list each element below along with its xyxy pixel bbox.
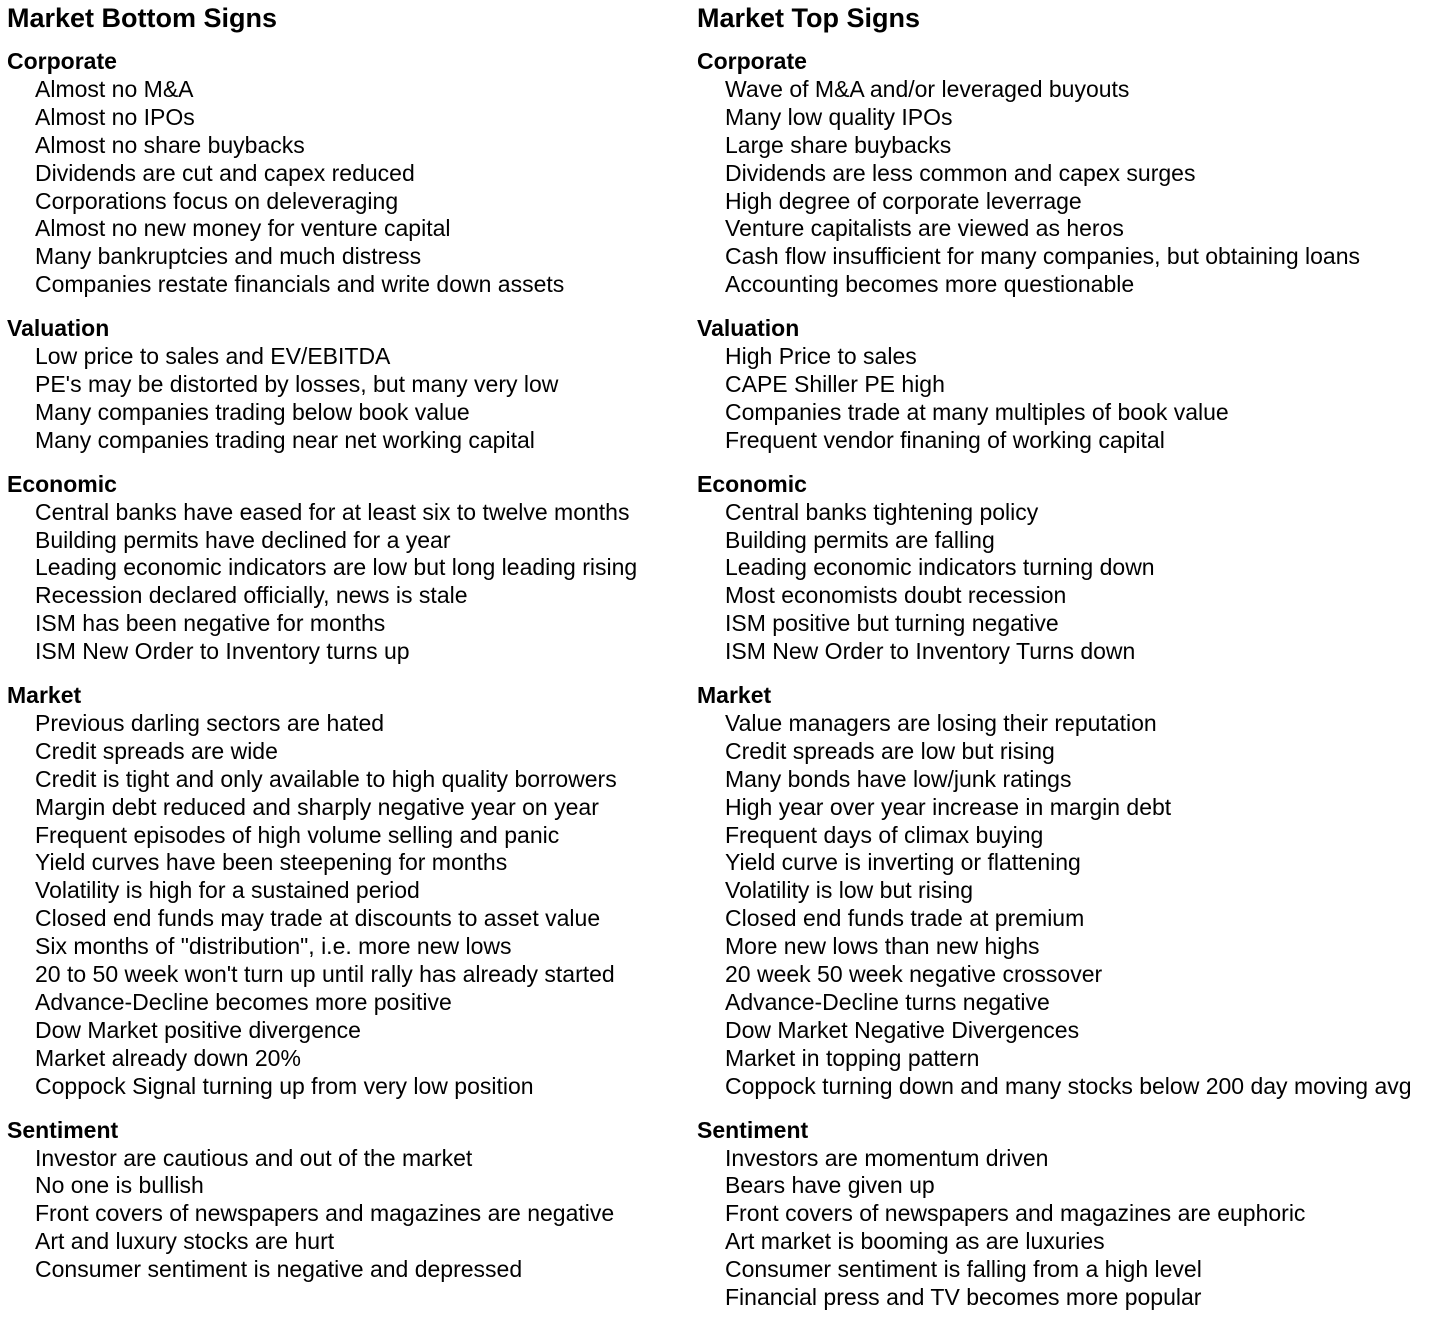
column-title: Market Bottom Signs (7, 3, 278, 33)
list-item: Front covers of newspapers and magazines are negative (35, 1200, 615, 1227)
list-item: Accounting becomes more questionable (725, 271, 1135, 298)
sections-list (697, 47, 1432, 1311)
sections-list (7, 47, 687, 1283)
list-item: Dow Market Negative Divergences (725, 1016, 1080, 1043)
list-item: Dividends are less common and capex surges (725, 159, 1196, 186)
section-market (697, 681, 1432, 1099)
list-item: No one is bullish (35, 1172, 204, 1199)
list-item: Advance-Decline becomes more positive (35, 988, 452, 1015)
list-item: 20 week 50 week negative crossover (725, 961, 1103, 988)
list-item: Investors are momentum driven (725, 1144, 1049, 1171)
list-item: Most economists doubt recession (725, 582, 1067, 609)
list-item: ISM New Order to Inventory Turns down (725, 638, 1136, 665)
list-item: Credit spreads are low but rising (725, 737, 1055, 764)
list-item: Building permits have declined for a year (35, 526, 451, 553)
list-item: Coppock turning down and many stocks below 200 day moving avg (725, 1072, 1412, 1099)
list-item: Value managers are losing their reputation (725, 710, 1157, 737)
list-item: CAPE Shiller PE high (725, 371, 945, 398)
section-title: Corporate (697, 48, 807, 74)
section-title: Market (7, 682, 82, 709)
list-item: Frequent episodes of high volume selling and panic (35, 821, 560, 848)
market-bottom-column (7, 0, 687, 1299)
list-item: ISM New Order to Inventory turns up (35, 638, 410, 665)
list-item: ISM has been negative for months (35, 610, 386, 637)
list-item: 20 to 50 week won't turn up until rally has already started (35, 961, 615, 988)
list-item: Cash flow insufficient for many companies, but obtaining loans (725, 243, 1360, 270)
list-item: Front covers of newspapers and magazines are euphoric (725, 1200, 1306, 1227)
list-item: Many companies trading below book value (35, 398, 470, 425)
section-title: Sentiment (697, 1116, 809, 1143)
list-item: Corporations focus on deleveraging (35, 187, 399, 214)
section-economic (7, 470, 687, 665)
list-item: Coppock Signal turning up from very low position (35, 1072, 534, 1099)
section-title: Sentiment (7, 1116, 119, 1143)
list-item: Dividends are cut and capex reduced (35, 159, 415, 186)
list-item: Many bankruptcies and much distress (35, 243, 422, 270)
list-item: ISM positive but turning negative (725, 610, 1059, 637)
list-item: Closed end funds trade at premium (725, 905, 1085, 932)
list-item: Many companies trading near net working capital (35, 426, 535, 453)
list-item: Advance-Decline turns negative (725, 988, 1050, 1015)
section-title: Economic (7, 470, 117, 497)
section-items (697, 342, 1432, 454)
list-item: High year over year increase in margin debt (725, 793, 1172, 820)
list-item: Dow Market positive divergence (35, 1016, 361, 1043)
list-item: Large share buybacks (725, 131, 952, 158)
list-item: Volatility is high for a sustained period (35, 877, 420, 904)
section-items (697, 1144, 1432, 1311)
list-item: Leading economic indicators turning down (725, 554, 1155, 581)
list-item: Consumer sentiment is falling from a high level (725, 1256, 1202, 1283)
section-title: Economic (697, 470, 807, 497)
list-item: Investor are cautious and out of the market (35, 1144, 473, 1171)
list-item: PE's may be distorted by losses, but many very low (35, 371, 559, 398)
column-title: Market Top Signs (697, 3, 921, 33)
list-item: Financial press and TV becomes more popular (725, 1283, 1202, 1310)
list-item: Art and luxury stocks are hurt (35, 1228, 335, 1255)
list-item: Consumer sentiment is negative and depressed (35, 1256, 523, 1283)
list-item: Wave of M&A and/or leveraged buyouts (725, 76, 1130, 102)
list-item: Central banks have eased for at least six to twelve months (35, 498, 630, 525)
list-item: Art market is booming as are luxuries (725, 1228, 1105, 1255)
list-item: Leading economic indicators are low but long leading rising (35, 554, 638, 581)
list-item: Companies trade at many multiples of book value (725, 398, 1229, 425)
list-item: Volatility is low but rising (725, 877, 973, 904)
section-title: Market (697, 682, 772, 709)
list-item: Previous darling sectors are hated (35, 710, 385, 737)
list-item: Almost no share buybacks (35, 131, 305, 158)
section-items (697, 709, 1432, 1099)
list-item: High degree of corporate leverrage (725, 187, 1082, 214)
section-title: Valuation (7, 315, 110, 342)
list-item: Yield curves have been steepening for months (35, 849, 508, 876)
section-title: Corporate (7, 48, 117, 74)
list-item: Bears have given up (725, 1172, 935, 1199)
list-item: Companies restate financials and write down assets (35, 271, 565, 298)
list-item: Market already down 20% (35, 1044, 301, 1071)
section-economic (697, 470, 1432, 665)
section-sentiment (7, 1116, 687, 1283)
section-market (7, 681, 687, 1099)
list-item: Six months of "distribution", i.e. more new lows (35, 933, 512, 960)
list-item: Almost no M&A (35, 76, 194, 102)
list-item: Frequent days of climax buying (725, 821, 1044, 848)
list-item: Almost no new money for venture capital (35, 215, 451, 242)
list-item: Margin debt reduced and sharply negative year on year (35, 793, 599, 820)
section-items (7, 75, 687, 298)
section-valuation (697, 314, 1432, 454)
section-items (697, 498, 1432, 665)
section-valuation (7, 314, 687, 454)
list-item: Credit is tight and only available to high quality borrowers (35, 765, 617, 792)
list-item: Building permits are falling (725, 526, 995, 553)
list-item: Credit spreads are wide (35, 737, 278, 764)
list-item: Venture capitalists are viewed as heros (725, 215, 1124, 242)
list-item: Recession declared officially, news is stale (35, 582, 468, 609)
list-item: High Price to sales (725, 343, 917, 370)
section-items (7, 498, 687, 665)
list-item: Almost no IPOs (35, 103, 195, 130)
list-item: Central banks tightening policy (725, 498, 1039, 525)
section-items (7, 1144, 687, 1283)
list-item: Yield curve is inverting or flattening (725, 849, 1081, 876)
section-items (7, 342, 687, 454)
list-item: Low price to sales and EV/EBITDA (35, 343, 391, 370)
market-top-column (697, 0, 1432, 1327)
list-item: More new lows than new highs (725, 933, 1040, 960)
section-items (697, 75, 1432, 298)
list-item: Frequent vendor finaning of working capital (725, 426, 1165, 453)
section-corporate (697, 47, 1432, 298)
list-item: Many low quality IPOs (725, 103, 953, 130)
section-items (7, 709, 687, 1099)
section-sentiment (697, 1116, 1432, 1311)
section-corporate (7, 47, 687, 298)
list-item: Closed end funds may trade at discounts to asset value (35, 905, 601, 932)
list-item: Many bonds have low/junk ratings (725, 765, 1072, 792)
list-item: Market in topping pattern (725, 1044, 980, 1071)
section-title: Valuation (697, 315, 800, 342)
